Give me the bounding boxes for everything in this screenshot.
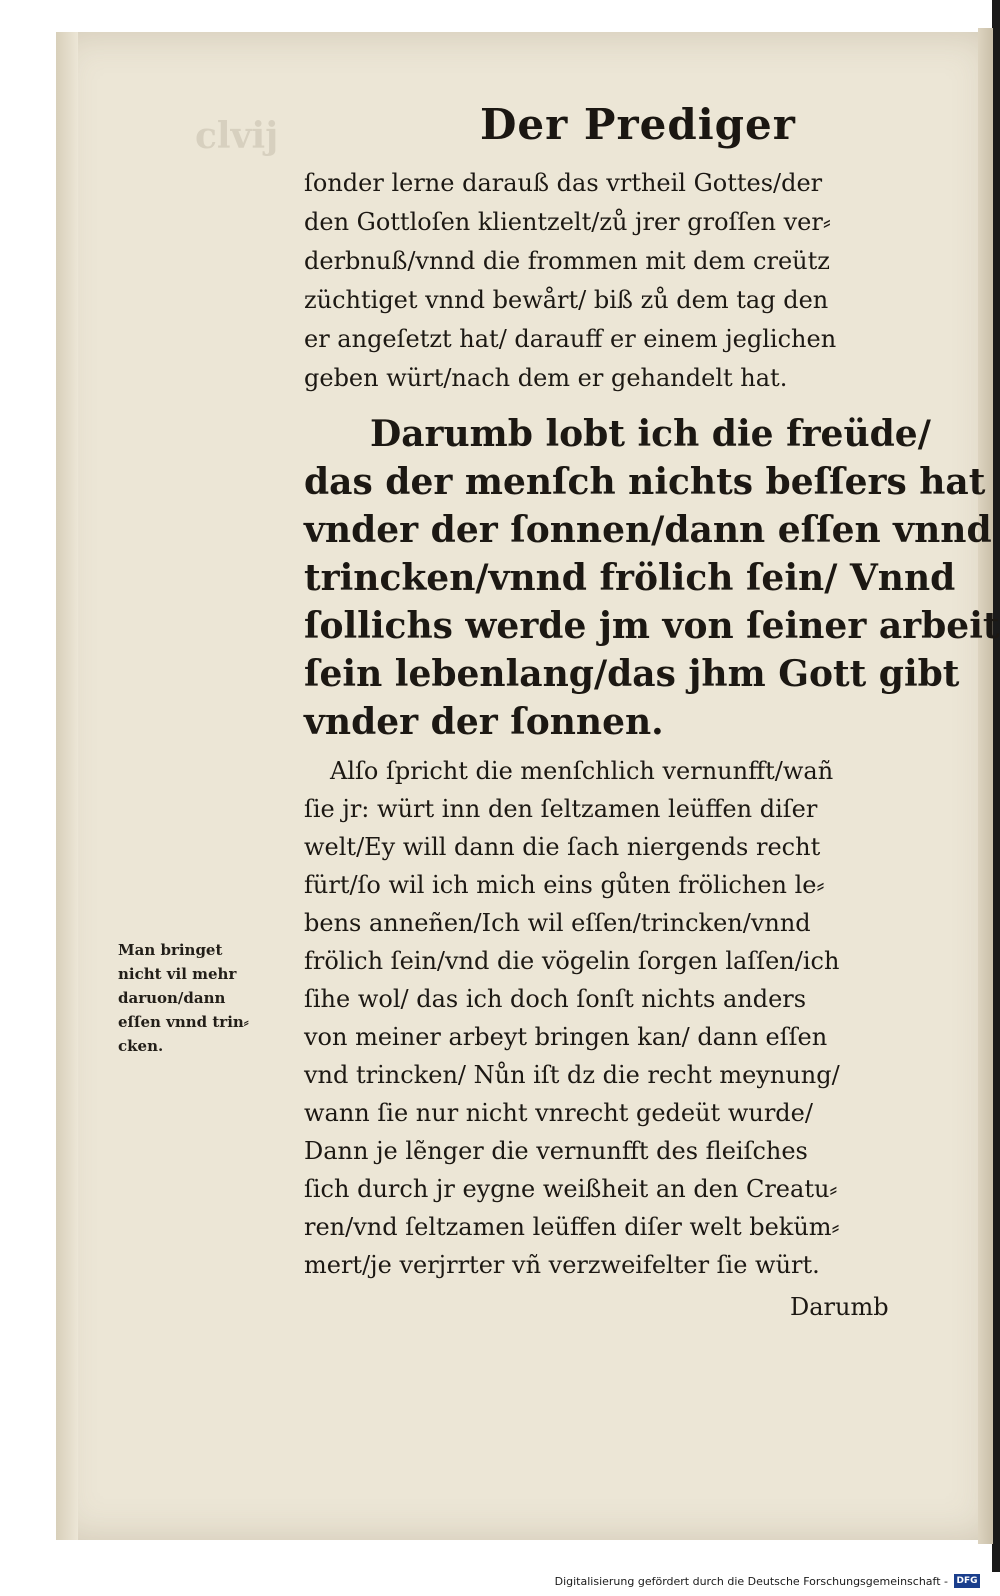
intro-line: derbnuß/vnnd die frommen mit dem creütz (304, 247, 830, 275)
commentary-line: Alſo ſpricht die menſchlich vernunfft/wañ (330, 757, 834, 785)
bleed-through-text: clvij (195, 115, 279, 157)
page-right-edge (978, 28, 993, 1544)
intro-line: züchtiget vnnd bewårt/ biß zů dem tag den (304, 286, 829, 314)
intro-line: ſonder lerne darauß das vrtheil Gottes/der (304, 169, 823, 197)
commentary-line: frölich ſein/vnd die vögelin ſorgen laſſen/ich (304, 947, 840, 975)
verse-line: vnder der ſonnen/dann eſſen vnnd (304, 509, 992, 551)
dfg-logo: DFG (954, 1574, 980, 1588)
verse-line: ſollichs werde jm von ſeiner arbeit (304, 605, 1000, 647)
commentary-line: ren/vnd ſeltzamen leüffen diſer welt beküm⸗ (304, 1213, 840, 1241)
commentary-line: mert/je verjrrter vñ verzweifelter ſie würt. (304, 1251, 820, 1279)
intro-line: er angeſetzt hat/ darauff er einem jeglichen (304, 325, 837, 353)
marginal-note-line: nicht vil mehr (118, 965, 237, 983)
intro-line: den Gottloſen klientzelt/zů jrer groſſen ver⸗ (304, 208, 831, 236)
commentary-line: Dann je lẽnger die vernunfft des fleiſches (304, 1137, 808, 1165)
intro-line: geben würt/nach dem er gehandelt hat. (304, 364, 788, 392)
verse-line: trincken/vnnd frölich ſein/ Vnnd (304, 557, 956, 599)
catchword: Darumb (790, 1293, 889, 1321)
running-title: Der Prediger (480, 100, 796, 149)
commentary-line: ſie jr: würt inn den ſeltzamen leüffen diſer (304, 795, 818, 823)
verse-line: das der menſch nichts beſſers hat (304, 461, 986, 503)
commentary-line: ſich durch jr eygne weißheit an den Creatu⸗ (304, 1175, 838, 1203)
commentary-line: von meiner arbeyt bringen kan/ dann eſſen (304, 1023, 828, 1051)
marginal-note-line: Man bringet (118, 941, 223, 959)
verse-line: Darumb lobt ich die freüde/ (370, 413, 931, 455)
marginal-note-line: eſſen vnnd trin⸗ (118, 1013, 249, 1031)
commentary-line: fürt/ſo wil ich mich eins gůten frölichen le⸗ (304, 871, 825, 899)
verse-line: ſein lebenlang/das jhm Gott gibt (304, 653, 960, 695)
commentary-line: vnd trincken/ Nůn iſt dz die recht meynung/ (304, 1061, 840, 1089)
marginal-note (118, 938, 290, 1058)
marginal-note-line: cken. (118, 1037, 164, 1055)
page-left-edge (56, 32, 78, 1540)
commentary-line: bens anneñen/Ich wil eſſen/trincken/vnnd (304, 909, 811, 937)
funding-credit: Digitalisierung gefördert durch die Deutsche Forschungsgemeinschaft - (554, 1574, 948, 1588)
marginal-note-line: daruon/dann (118, 989, 226, 1007)
verse-line: vnder der ſonnen. (304, 701, 664, 743)
commentary-line: wann ſie nur nicht vnrecht gedeüt wurde/ (304, 1099, 813, 1127)
footer (555, 1572, 980, 1590)
commentary-line: welt/Ey will dann die ſach niergends recht (304, 833, 821, 861)
book-spine-shadow (992, 0, 1000, 1572)
commentary-line: ſihe wol/ das ich doch ſonſt nichts anders (304, 985, 807, 1013)
